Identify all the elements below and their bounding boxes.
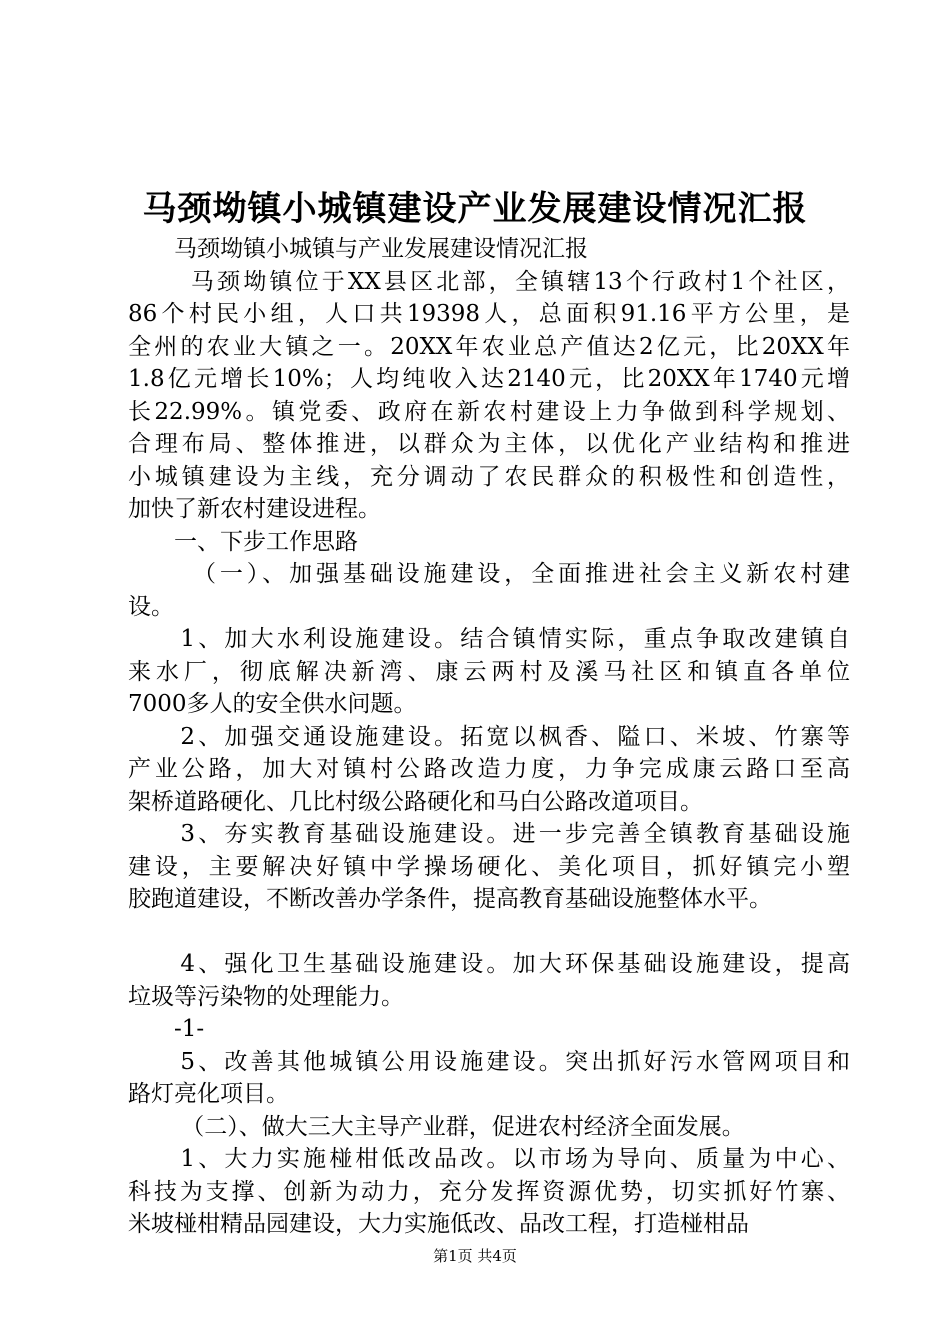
body-text-line: 产业公路，加大对镇村公路改造力度，力争完成康云路口至高 [128, 756, 850, 782]
body-text-line: 5、改善其他城镇公用设施建设。突出抓好污水管网项目和 [128, 1048, 850, 1075]
body-text-line: 全州的农业大镇之一。20XX年农业总产值达2亿元，比20XX年 [128, 333, 850, 360]
body-text-line: 86个村民小组，人口共19398人，总面积91.16平方公里，是 [128, 301, 850, 327]
blank-line [128, 916, 850, 949]
body-text-line: 科技为支撑、创新为动力，充分发挥资源优势，切实抓好竹寨、 [128, 1178, 850, 1205]
document-body [128, 233, 850, 1241]
body-text-line: 加快了新农村建设进程。 [128, 496, 381, 522]
body-text-line: 马颈坳镇小城镇与产业发展建设情况汇报 [128, 236, 588, 262]
body-text-line: 1、大力实施椪柑低改品改。以市场为导向、质量为中心、 [128, 1146, 850, 1172]
body-text-line: 垃圾等污染物的处理能力。 [128, 983, 404, 1010]
body-text-line: 架桥道路硬化、几比村级公路硬化和马白公路改道项目。 [128, 788, 703, 815]
body-text-line: 建设，主要解决好镇中学操场硬化、美化项目，抓好镇完小塑 [128, 853, 850, 880]
body-text-line: （二）、做大三大主导产业群，促进农村经济全面发展。 [128, 1113, 745, 1140]
body-text-line: -1- [128, 1016, 205, 1042]
body-text-line: 合理布局、整体推进，以群众为主体，以优化产业结构和推进 [128, 431, 850, 457]
body-text-line: 长22.99%。镇党委、政府在新农村建设上力争做到科学规划、 [128, 398, 850, 425]
body-text-line: 7000多人的安全供水问题。 [128, 691, 417, 717]
body-text-line: 小城镇建设为主线，充分调动了农民群众的积极性和创造性， [128, 463, 850, 490]
body-text-line: 路灯亮化项目。 [128, 1081, 289, 1107]
document-title: 马颈坳镇小城镇建设产业发展建设情况汇报 [142, 189, 808, 229]
body-text-line: 胶跑道建设，不断改善办学条件，提高教育基础设施整体水平。 [128, 886, 772, 912]
body-text-line: 米坡椪柑精品园建设，大力实施低改、品改工程，打造椪柑品 [128, 1211, 749, 1237]
body-text-line: 4、强化卫生基础设施建设。加大环保基础设施建设，提高 [128, 951, 850, 977]
page-footer: 第1页 共4页 [433, 1247, 517, 1265]
body-text-line: 一、下步工作思路 [128, 528, 358, 555]
body-text-line: 1.8亿元增长10%；人均纯收入达2140元，比20XX年1740元增 [128, 366, 850, 392]
body-text-line: 设。 [128, 593, 174, 620]
body-text-line: 1、加大水利设施建设。结合镇情实际，重点争取改建镇自 [128, 626, 850, 652]
body-text-line: 2、加强交通设施建设。拓宽以枫香、隘口、米坡、竹寨等 [128, 723, 850, 750]
body-text-line: （一）、加强基础设施建设，全面推进社会主义新农村建 [128, 561, 850, 587]
body-text-line: 马颈坳镇位于XX县区北部，全镇辖13个行政村1个社区， [128, 268, 850, 295]
body-text-line: 3、夯实教育基础设施建设。进一步完善全镇教育基础设施 [128, 821, 850, 847]
body-text-line: 来水厂，彻底解决新湾、康云两村及溪马社区和镇直各单位 [128, 658, 850, 685]
